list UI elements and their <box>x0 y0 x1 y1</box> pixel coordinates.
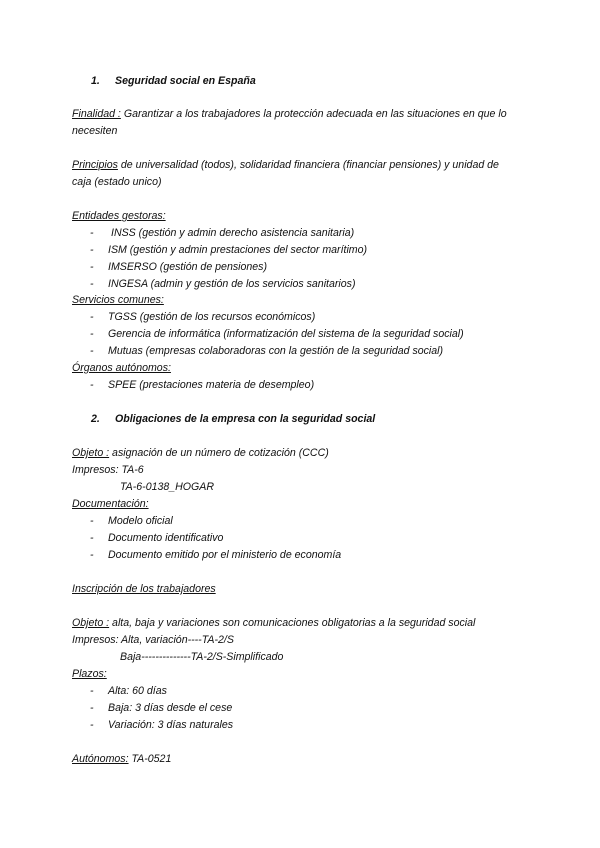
finalidad-label: Finalidad : <box>72 108 121 120</box>
impresos2-line-2: Baja--------------TA-2/S-Simplificado <box>120 651 284 663</box>
autonomos-line <box>72 753 171 766</box>
finalidad-line-2: necesiten <box>72 125 118 137</box>
section-number: 1. <box>91 75 100 87</box>
objeto-line <box>72 447 329 460</box>
principios-line <box>72 159 499 172</box>
documentacion-label: Documentación: <box>72 498 149 510</box>
impresos2-line: Impresos: Alta, variación----TA-2/S <box>72 634 234 646</box>
finalidad-line <box>72 108 507 121</box>
section-1-heading <box>91 75 256 88</box>
section-2-heading <box>91 413 375 426</box>
objeto2-text: alta, baja y variaciones son comunicaciones obligatorias a la seguridad social <box>109 617 476 629</box>
objeto2-label: Objeto : <box>72 617 110 629</box>
principios-label: Principios <box>72 159 118 171</box>
section-title: Obligaciones de la empresa con la seguridad social <box>115 413 376 425</box>
organos-label: Órganos autónomos: <box>72 362 171 374</box>
impresos-line-2: TA-6-0138_HOGAR <box>120 481 215 493</box>
autonomos-label: Autónomos: <box>72 753 129 765</box>
principios-line-2: caja (estado unico) <box>72 176 162 188</box>
impresos-line: Impresos: TA-6 <box>72 464 144 476</box>
principios-text: de universalidad (todos), solidaridad financiera (financiar pensiones) y unidad de <box>117 159 499 171</box>
section-title: Seguridad social en España <box>115 75 256 87</box>
plazos-label: Plazos: <box>72 668 107 680</box>
section-number: 2. <box>91 413 100 425</box>
inscripcion-label: Inscripción de los trabajadores <box>72 583 216 595</box>
servicios-label: Servicios comunes: <box>72 294 164 306</box>
objeto2-line <box>72 617 475 630</box>
objeto-label: Objeto : <box>72 447 110 459</box>
entidades-label: Entidades gestoras: <box>72 210 166 222</box>
finalidad-text: Garantizar a los trabajadores la protección adecuada en las situaciones en que lo <box>120 108 507 120</box>
autonomos-text: TA-0521 <box>128 753 172 765</box>
objeto-text: asignación de un número de cotización (CCC) <box>109 447 329 459</box>
